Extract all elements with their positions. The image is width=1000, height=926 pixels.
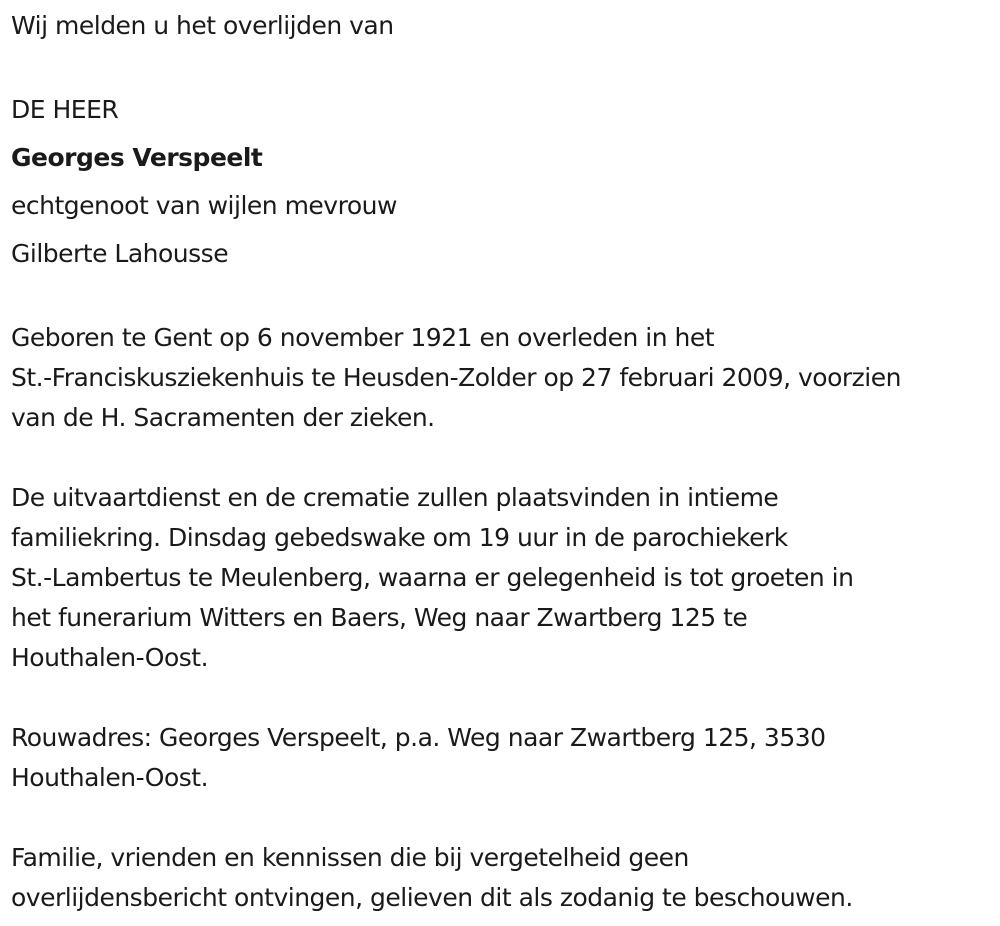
birth-death-paragraph [11,318,996,438]
paragraph-line: St.-Lambertus te Meulenberg, waarna er gelegenheid is tot groeten in [11,563,854,592]
paragraph-line: De uitvaartdienst en de crematie zullen plaatsvinden in intieme [11,483,779,512]
paragraph-line: Houthalen-Oost. [11,643,209,672]
spouse-name: Gilberte Lahousse [11,239,229,268]
ceremony-paragraph [11,478,996,678]
paragraph-line: Rouwadres: Georges Verspeelt, p.a. Weg naar Zwartberg 125, 3530 [11,723,826,752]
title-text: DE HEER [11,95,119,124]
deceased-name: Georges Verspeelt [11,143,263,172]
address-paragraph [11,718,996,798]
paragraph-line: overlijdensbericht ontvingen, gelieven dit als zodanig te beschouwen. [11,883,853,912]
intro-text: Wij melden u het overlijden van [11,11,394,40]
death-notice [11,6,996,918]
closing-paragraph [11,838,996,918]
spouse-label: echtgenoot van wijlen mevrouw [11,191,397,220]
paragraph-line: St.-Franciskusziekenhuis te Heusden-Zolder op 27 februari 2009, voorzien [11,363,901,392]
paragraph-line: familiekring. Dinsdag gebedswake om 19 uur in de parochiekerk [11,523,788,552]
paragraph-line: het funerarium Witters en Baers, Weg naar Zwartberg 125 te [11,603,748,632]
paragraph-line: Houthalen-Oost. [11,763,209,792]
paragraph-line: Geboren te Gent op 6 november 1921 en overleden in het [11,323,715,352]
paragraph-line: van de H. Sacramenten der zieken. [11,403,435,432]
paragraph-line: Familie, vrienden en kennissen die bij vergetelheid geen [11,843,689,872]
